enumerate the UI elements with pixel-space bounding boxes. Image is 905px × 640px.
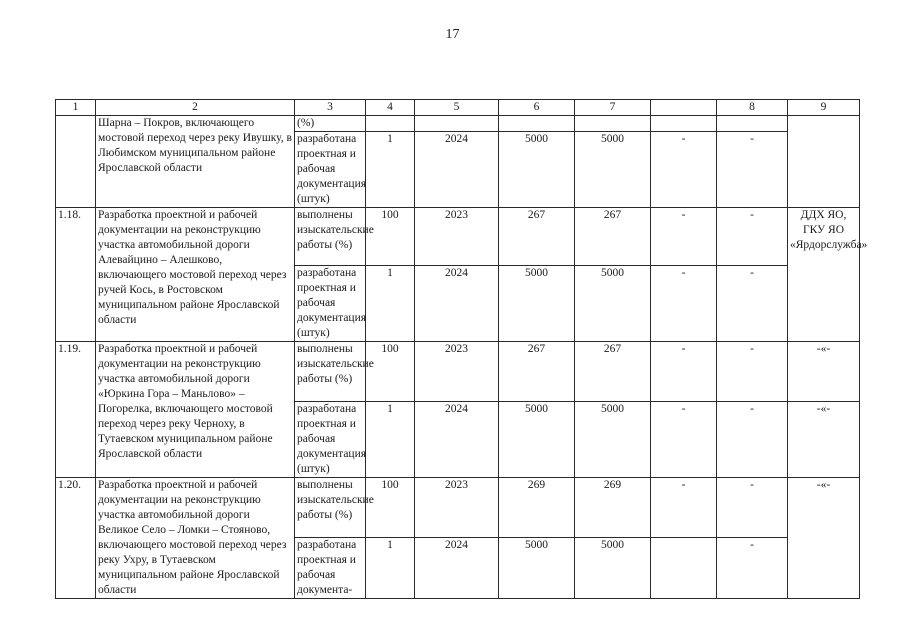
amount-cell: 5000 [575, 266, 651, 342]
amount-cell: 269 [575, 478, 651, 538]
dash-cell: - [651, 402, 717, 478]
executor-cell [788, 116, 860, 208]
value-cell: 1 [366, 538, 415, 599]
dash-cell: - [651, 208, 717, 266]
year-cell: 2023 [415, 342, 499, 402]
indicator-cell: выполнены изыскательские работы (%) [295, 478, 366, 538]
amount-cell: 5000 [499, 538, 575, 599]
year-cell: 2024 [415, 402, 499, 478]
year-cell: 2024 [415, 132, 499, 208]
col-header: 8 [717, 100, 788, 116]
entry-number: 1.19. [56, 342, 96, 478]
col-header: 3 [295, 100, 366, 116]
year-cell: 2024 [415, 266, 499, 342]
col-header: 5 [415, 100, 499, 116]
indicator-cell: разработана проектная и рабочая документация (штук) [295, 402, 366, 478]
year-cell: 2024 [415, 538, 499, 599]
year-cell: 2023 [415, 478, 499, 538]
col-header: 9 [788, 100, 860, 116]
entry-number: 1.20. [56, 478, 96, 599]
entry-description: Разработка проектной и рабочей документации на реконструкцию участка автомобильной дороги Алевайцино – Алешково, включающего мостовой переход через ручей Кось, в Ростовском муниципальном районе Ярославской области [96, 208, 295, 342]
col-header: 7 [575, 100, 651, 116]
dash-cell: - [651, 266, 717, 342]
table-row [56, 478, 860, 538]
amount-cell: 267 [575, 342, 651, 402]
page-number: 17 [445, 27, 460, 42]
dash-cell: - [651, 478, 717, 538]
indicator-cell: выполнены изыскательские работы (%) [295, 208, 366, 266]
entry-description: Разработка проектной и рабочей документации на реконструкцию участка автомобильной дороги Великое Село – Ломки – Стояново, включающего мостовой переход через реку Ухру, в Тутаевском муниципальном районе Ярославской области [96, 478, 295, 599]
indicator-cell: (%) [295, 116, 366, 132]
indicator-cell: разработана проектная и рабочая документа- [295, 538, 366, 599]
col-header: 2 [96, 100, 295, 116]
amount-cell: 5000 [575, 132, 651, 208]
dash-cell: - [717, 208, 788, 266]
dash-cell: - [717, 478, 788, 538]
executor-cell: -«- [788, 478, 860, 599]
table-row [56, 116, 860, 132]
amount-cell: 269 [499, 478, 575, 538]
dash-cell: - [651, 342, 717, 402]
amount-cell: 267 [499, 208, 575, 266]
col-header: 6 [499, 100, 575, 116]
value-cell: 1 [366, 402, 415, 478]
entry-number: 1.18. [56, 208, 96, 342]
dash-cell: - [717, 266, 788, 342]
value-cell: 100 [366, 208, 415, 266]
executor-cell: -«- [788, 342, 860, 402]
year-cell: 2023 [415, 208, 499, 266]
value-cell: 1 [366, 132, 415, 208]
executor-cell: ДДХ ЯО, ГКУ ЯО «Ярдорслужба» [788, 208, 860, 342]
amount-cell: 5000 [499, 132, 575, 208]
entry-description: Шарна – Покров, включающего мостовой переход через реку Ивушку, в Любимском муниципальном районе Ярославской области [96, 116, 295, 208]
dash-cell: - [717, 402, 788, 478]
measures-table [55, 99, 868, 599]
value-cell: 1 [366, 266, 415, 342]
dash-cell: - [717, 538, 788, 599]
dash-cell [651, 538, 717, 599]
dash-cell: - [651, 132, 717, 208]
amount-cell: 267 [499, 342, 575, 402]
entry-number [56, 116, 96, 208]
indicator-cell: разработана проектная и рабочая документация (штук) [295, 266, 366, 342]
dash-cell: - [717, 132, 788, 208]
amount-cell: 5000 [499, 266, 575, 342]
indicator-cell: разработана проектная и рабочая документация (штук) [295, 132, 366, 208]
amount-cell: 5000 [575, 538, 651, 599]
amount-cell: 267 [575, 208, 651, 266]
indicator-cell: выполнены изыскательские работы (%) [295, 342, 366, 402]
amount-cell: 5000 [499, 402, 575, 478]
entry-description: Разработка проектной и рабочей документации на реконструкцию участка автомобильной дороги «Юркина Гора – Маньлово» – Погорелка, включающего мостовой переход через реку Черноху, в Тутаевском муниципальном районе Ярославской области [96, 342, 295, 478]
value-cell: 100 [366, 342, 415, 402]
value-cell: 100 [366, 478, 415, 538]
col-header: 1 [56, 100, 96, 116]
table-row [56, 342, 860, 402]
dash-cell: - [717, 342, 788, 402]
executor-cell: -«- [788, 402, 860, 478]
column-number-row [56, 100, 860, 116]
table-row [56, 208, 860, 266]
col-header [651, 100, 717, 116]
amount-cell: 5000 [575, 402, 651, 478]
col-header: 4 [366, 100, 415, 116]
